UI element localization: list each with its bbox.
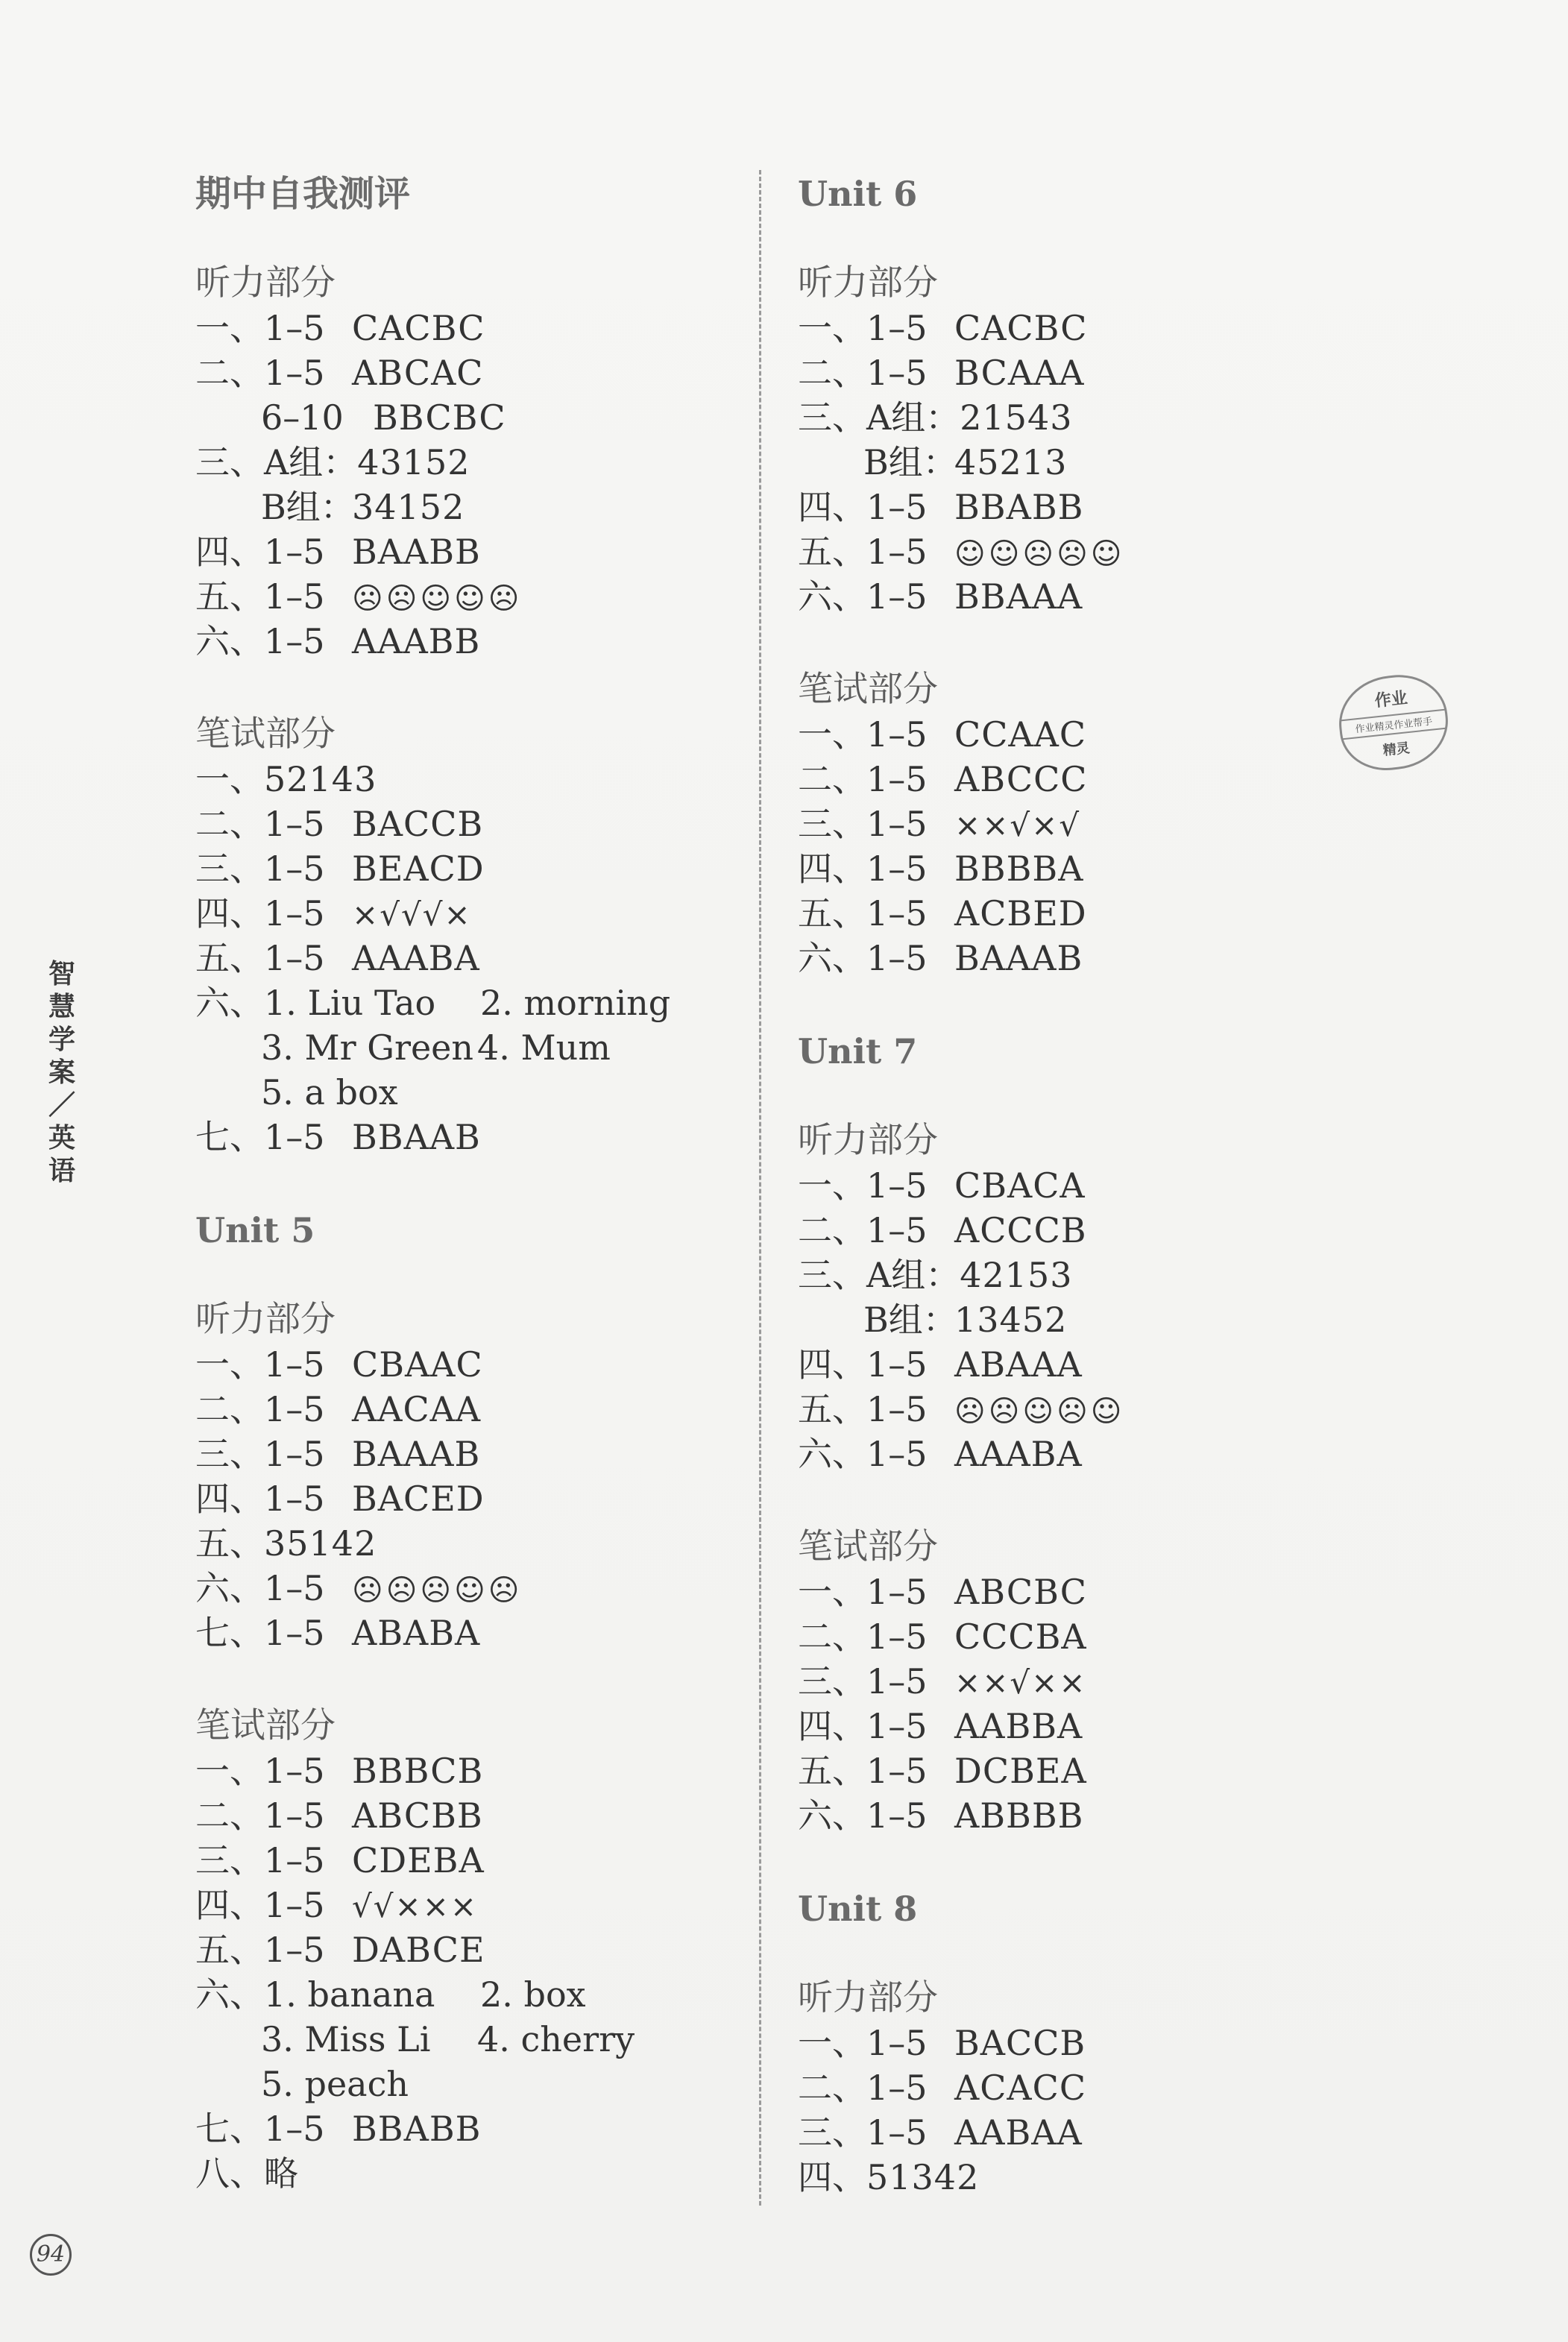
answer-row xyxy=(798,574,1083,619)
answer-number: 二、1–5 xyxy=(195,1795,325,1836)
answer-value: 34152 xyxy=(352,487,465,527)
answer-row xyxy=(195,757,377,802)
answer-row xyxy=(195,1521,377,1566)
answer-value: AABBA xyxy=(954,1706,1083,1746)
answer-row xyxy=(195,395,506,440)
answer-row xyxy=(798,846,1083,891)
answer-row xyxy=(195,1566,523,1611)
answer-row xyxy=(798,2065,1086,2110)
answer-value: 35142 xyxy=(264,1523,377,1564)
answer-item: 5. peach xyxy=(261,2064,409,2104)
answer-row xyxy=(798,2021,1086,2065)
answer-number: 一、1–5 xyxy=(798,2023,928,2063)
answer-row xyxy=(195,529,481,574)
answer-row xyxy=(798,306,1087,350)
answer-number: 二、1–5 xyxy=(798,2068,928,2108)
stamp-middle: 作业精灵作业帮手 xyxy=(1341,709,1446,740)
answer-item: 3. Mr Green xyxy=(261,1027,474,1068)
answer-row xyxy=(798,1614,1087,1659)
answer-number: 七、1–5 xyxy=(195,1117,325,1157)
answer-row xyxy=(195,1342,483,1387)
answer-number: 五、1–5 xyxy=(798,893,928,934)
answer-row xyxy=(195,1432,480,1476)
answer-number: B组： xyxy=(863,442,957,482)
answer-value: CCAAC xyxy=(954,714,1087,755)
answer-number: B组： xyxy=(863,1300,957,1340)
answer-value: CBAAC xyxy=(352,1344,483,1385)
answer-item: 5. a box xyxy=(261,1072,398,1112)
answer-row xyxy=(195,1883,478,1927)
column-divider xyxy=(759,170,761,2206)
answer-value: 略 xyxy=(264,2153,299,2194)
answer-number: 三、1–5 xyxy=(195,849,325,889)
answer-number: 六、1–5 xyxy=(798,938,928,978)
answer-number: 六、1–5 xyxy=(798,576,928,617)
answer-number: 四、1–5 xyxy=(195,893,325,934)
answer-value: CDEBA xyxy=(352,1840,485,1880)
answer-row xyxy=(798,485,1083,529)
answer-number: 二、1–5 xyxy=(195,1389,325,1429)
answer-row xyxy=(798,712,1086,757)
answer-value: 13452 xyxy=(954,1300,1068,1340)
answer-number: 三、1–5 xyxy=(798,1661,928,1702)
answer-number: 二、1–5 xyxy=(798,1210,928,1250)
answer-value: 45213 xyxy=(954,442,1068,482)
answer-value: BBAAB xyxy=(352,1117,481,1157)
answer-number: 四、 xyxy=(798,2157,866,2197)
answer-number: 二、1–5 xyxy=(195,353,325,393)
answer-row xyxy=(798,891,1087,936)
answer-marks: ××√×× xyxy=(954,1664,1087,1701)
side-label: 智慧学案／英语 xyxy=(48,959,75,1186)
answer-value: 43152 xyxy=(357,442,470,482)
answer-row xyxy=(195,936,480,980)
answer-value: AABAA xyxy=(954,2112,1083,2153)
section-title: 期中自我测评 xyxy=(195,173,411,215)
answer-row xyxy=(195,1115,481,1159)
answer-value: BEACD xyxy=(352,849,485,889)
answer-number: B组： xyxy=(261,487,355,527)
answer-value: BBCBC xyxy=(373,397,506,438)
answer-number: 四、1–5 xyxy=(195,1885,325,1925)
answer-row xyxy=(798,1659,1087,1704)
answer-number: 一、1–5 xyxy=(798,714,928,755)
answer-number: 六、 xyxy=(195,983,264,1023)
answer-item: 3. Miss Li xyxy=(261,2019,431,2059)
answer-number: 6–10 xyxy=(261,397,344,438)
answer-number: 三、A组： xyxy=(798,397,960,438)
page-number: 94 xyxy=(30,2234,72,2276)
answer-value: BAAAB xyxy=(954,938,1083,978)
answer-value: 51342 xyxy=(866,2157,980,2197)
section-subtitle: 笔试部分 xyxy=(195,1705,336,1746)
answer-row xyxy=(195,619,480,664)
answer-row xyxy=(798,1387,1125,1432)
answer-number: 四、1–5 xyxy=(798,849,928,889)
answer-value: ACCCB xyxy=(954,1210,1087,1250)
answer-row xyxy=(195,1025,611,1070)
answer-number: 四、1–5 xyxy=(798,487,928,527)
answer-number: 七、1–5 xyxy=(195,2109,325,2149)
answer-marks: ×√√√× xyxy=(352,896,472,933)
stamp-bottom: 精灵 xyxy=(1382,740,1411,759)
answer-number: 二、1–5 xyxy=(798,1617,928,1657)
answer-number: 二、1–5 xyxy=(798,759,928,799)
section-subtitle: 听力部分 xyxy=(195,262,336,303)
answer-value: BBAAA xyxy=(954,576,1083,617)
answer-value: ABCAC xyxy=(352,353,484,393)
answer-number: 三、1–5 xyxy=(798,2112,928,2153)
answer-row xyxy=(195,891,472,936)
answer-row xyxy=(798,936,1083,980)
answer-row xyxy=(195,846,485,891)
answer-number: 六、1–5 xyxy=(195,621,325,661)
answer-value: ABCBC xyxy=(954,1572,1087,1612)
answer-number: 六、 xyxy=(195,1974,264,2015)
answer-row xyxy=(195,2017,635,2062)
answer-number: 二、1–5 xyxy=(798,353,928,393)
answer-value: ABBBB xyxy=(954,1795,1084,1836)
answer-row xyxy=(195,980,670,1025)
answer-item: 2. morning xyxy=(480,983,671,1023)
answer-value: BBABB xyxy=(352,2109,482,2149)
answer-number: 一、 xyxy=(195,759,264,799)
section-subtitle: 听力部分 xyxy=(798,262,938,303)
answer-faces: ☺☺☹☹☺ xyxy=(954,537,1125,571)
section-subtitle: 听力部分 xyxy=(798,1120,938,1161)
section-subtitle: 听力部分 xyxy=(798,1977,938,2018)
answer-faces: ☹☹☺☺☹ xyxy=(352,582,523,616)
answer-row xyxy=(798,757,1087,802)
watermark-stamp xyxy=(1335,670,1452,775)
answer-row xyxy=(195,802,483,846)
answer-number: 四、1–5 xyxy=(798,1344,928,1385)
answer-value: ACACC xyxy=(954,2068,1087,2108)
answer-number: 一、1–5 xyxy=(798,1165,928,1206)
answer-marks: ××√×√ xyxy=(954,807,1081,843)
answer-number: 四、1–5 xyxy=(195,1479,325,1519)
answer-value: 42153 xyxy=(960,1255,1073,1295)
answer-row xyxy=(798,350,1085,395)
answer-number: 八、 xyxy=(195,2153,264,2194)
answer-number: 五、1–5 xyxy=(798,1751,928,1791)
section-subtitle: 笔试部分 xyxy=(798,1526,938,1567)
answer-value: BCAAA xyxy=(954,353,1085,393)
answer-item: 4. Mum xyxy=(477,1027,611,1068)
answer-value: DABCE xyxy=(352,1930,485,1970)
answer-row xyxy=(195,1838,485,1883)
answer-value: AAABB xyxy=(352,621,481,661)
answer-number: 一、1–5 xyxy=(798,1572,928,1612)
answer-value: AAABA xyxy=(954,1434,1083,1474)
answer-value: ABAAA xyxy=(954,1344,1083,1385)
unit-title: Unit 6 xyxy=(798,174,918,214)
unit-title: Unit 8 xyxy=(798,1889,918,1929)
answer-row xyxy=(195,574,523,619)
answer-number: 五、 xyxy=(195,1523,264,1564)
answer-number: 一、1–5 xyxy=(798,308,928,348)
answer-item: 4. cherry xyxy=(477,2019,635,2059)
answer-row xyxy=(798,395,1073,440)
answer-value: BBBBA xyxy=(954,849,1084,889)
answer-row xyxy=(195,1972,586,2017)
answer-row xyxy=(195,1387,481,1432)
answer-value: CACBC xyxy=(352,308,485,348)
answer-number: 三、A组： xyxy=(798,1255,960,1295)
answer-value: BBBCB xyxy=(352,1751,484,1791)
answer-value: CBACA xyxy=(954,1165,1086,1206)
answer-number: 二、1–5 xyxy=(195,804,325,844)
answer-number: 六、1–5 xyxy=(798,1795,928,1836)
answer-item: 1. Liu Tao xyxy=(264,983,436,1023)
answer-value: AACAA xyxy=(352,1389,482,1429)
answer-row xyxy=(798,1253,1073,1297)
answer-row xyxy=(798,1793,1083,1838)
answer-value: DCBEA xyxy=(954,1751,1087,1791)
answer-value: ACBED xyxy=(954,893,1087,934)
answer-number: 一、1–5 xyxy=(195,1751,325,1791)
section-subtitle: 笔试部分 xyxy=(195,714,336,755)
answer-number: 一、1–5 xyxy=(195,1344,325,1385)
answer-marks: √√××× xyxy=(352,1888,479,1924)
answer-number: 一、1–5 xyxy=(195,308,325,348)
answer-row xyxy=(798,2155,979,2200)
section-subtitle: 听力部分 xyxy=(195,1299,336,1340)
answer-number: 六、1–5 xyxy=(798,1434,928,1474)
answer-row xyxy=(798,1297,1067,1342)
answer-row xyxy=(195,485,465,529)
answer-number: 三、1–5 xyxy=(195,1840,325,1880)
answer-row xyxy=(195,1476,485,1521)
answer-row xyxy=(195,440,470,485)
answer-row xyxy=(798,1163,1086,1208)
answer-row xyxy=(798,1432,1083,1476)
answer-row xyxy=(798,529,1125,574)
answer-value: BAAAB xyxy=(352,1434,481,1474)
answer-number: 三、1–5 xyxy=(798,804,928,844)
answer-row xyxy=(195,1611,480,1655)
answer-value: ABCBB xyxy=(352,1795,483,1836)
answer-row xyxy=(195,2062,409,2106)
answer-value: 21543 xyxy=(960,397,1073,438)
answer-value: AAABA xyxy=(352,938,480,978)
section-subtitle: 笔试部分 xyxy=(798,669,938,710)
answer-value: BBABB xyxy=(954,487,1084,527)
answer-row xyxy=(195,350,484,395)
answer-value: BACED xyxy=(352,1479,485,1519)
answer-faces: ☹☹☹☺☹ xyxy=(352,1573,523,1608)
answer-row xyxy=(798,1704,1083,1748)
answer-number: 三、A组： xyxy=(195,442,358,482)
answer-row xyxy=(195,2106,481,2151)
answer-row xyxy=(195,1070,398,1115)
answer-number: 四、1–5 xyxy=(195,532,325,572)
answer-row xyxy=(798,802,1080,846)
answer-number: 五、1–5 xyxy=(195,576,325,617)
answer-number: 五、1–5 xyxy=(798,532,928,572)
answer-number: 六、1–5 xyxy=(195,1568,325,1608)
unit-title: Unit 7 xyxy=(798,1031,918,1071)
answer-value: 52143 xyxy=(264,759,377,799)
answer-number: 七、1–5 xyxy=(195,1613,325,1653)
answer-number: 五、1–5 xyxy=(195,1930,325,1970)
answer-number: 四、1–5 xyxy=(798,1706,928,1746)
answer-number: 五、1–5 xyxy=(798,1389,928,1429)
answer-item: 1. banana xyxy=(264,1974,435,2015)
answer-row xyxy=(798,1748,1087,1793)
answer-row xyxy=(798,1570,1087,1614)
answer-row xyxy=(798,440,1067,485)
answer-row xyxy=(798,2110,1083,2155)
answer-row xyxy=(798,1208,1087,1253)
answer-value: BACCB xyxy=(954,2023,1086,2063)
answer-value: ABABA xyxy=(352,1613,481,1653)
answer-value: BACCB xyxy=(352,804,484,844)
answer-value: ABCCC xyxy=(954,759,1088,799)
answer-number: 三、1–5 xyxy=(195,1434,325,1474)
answer-row xyxy=(195,306,485,350)
stamp-top: 作业 xyxy=(1373,688,1408,711)
answer-value: CACBC xyxy=(954,308,1088,348)
unit-title: Unit 5 xyxy=(195,1210,315,1250)
answer-row xyxy=(195,2151,299,2196)
answer-row xyxy=(195,1793,483,1838)
answer-number: 五、1–5 xyxy=(195,938,325,978)
answer-value: CCCBA xyxy=(954,1617,1087,1657)
answer-row xyxy=(798,1342,1083,1387)
answer-item: 2. box xyxy=(480,1974,586,2015)
answer-row xyxy=(195,1927,485,1972)
answer-value: BAABB xyxy=(352,532,481,572)
answer-row xyxy=(195,1748,483,1793)
answer-faces: ☹☹☺☹☺ xyxy=(954,1394,1125,1429)
